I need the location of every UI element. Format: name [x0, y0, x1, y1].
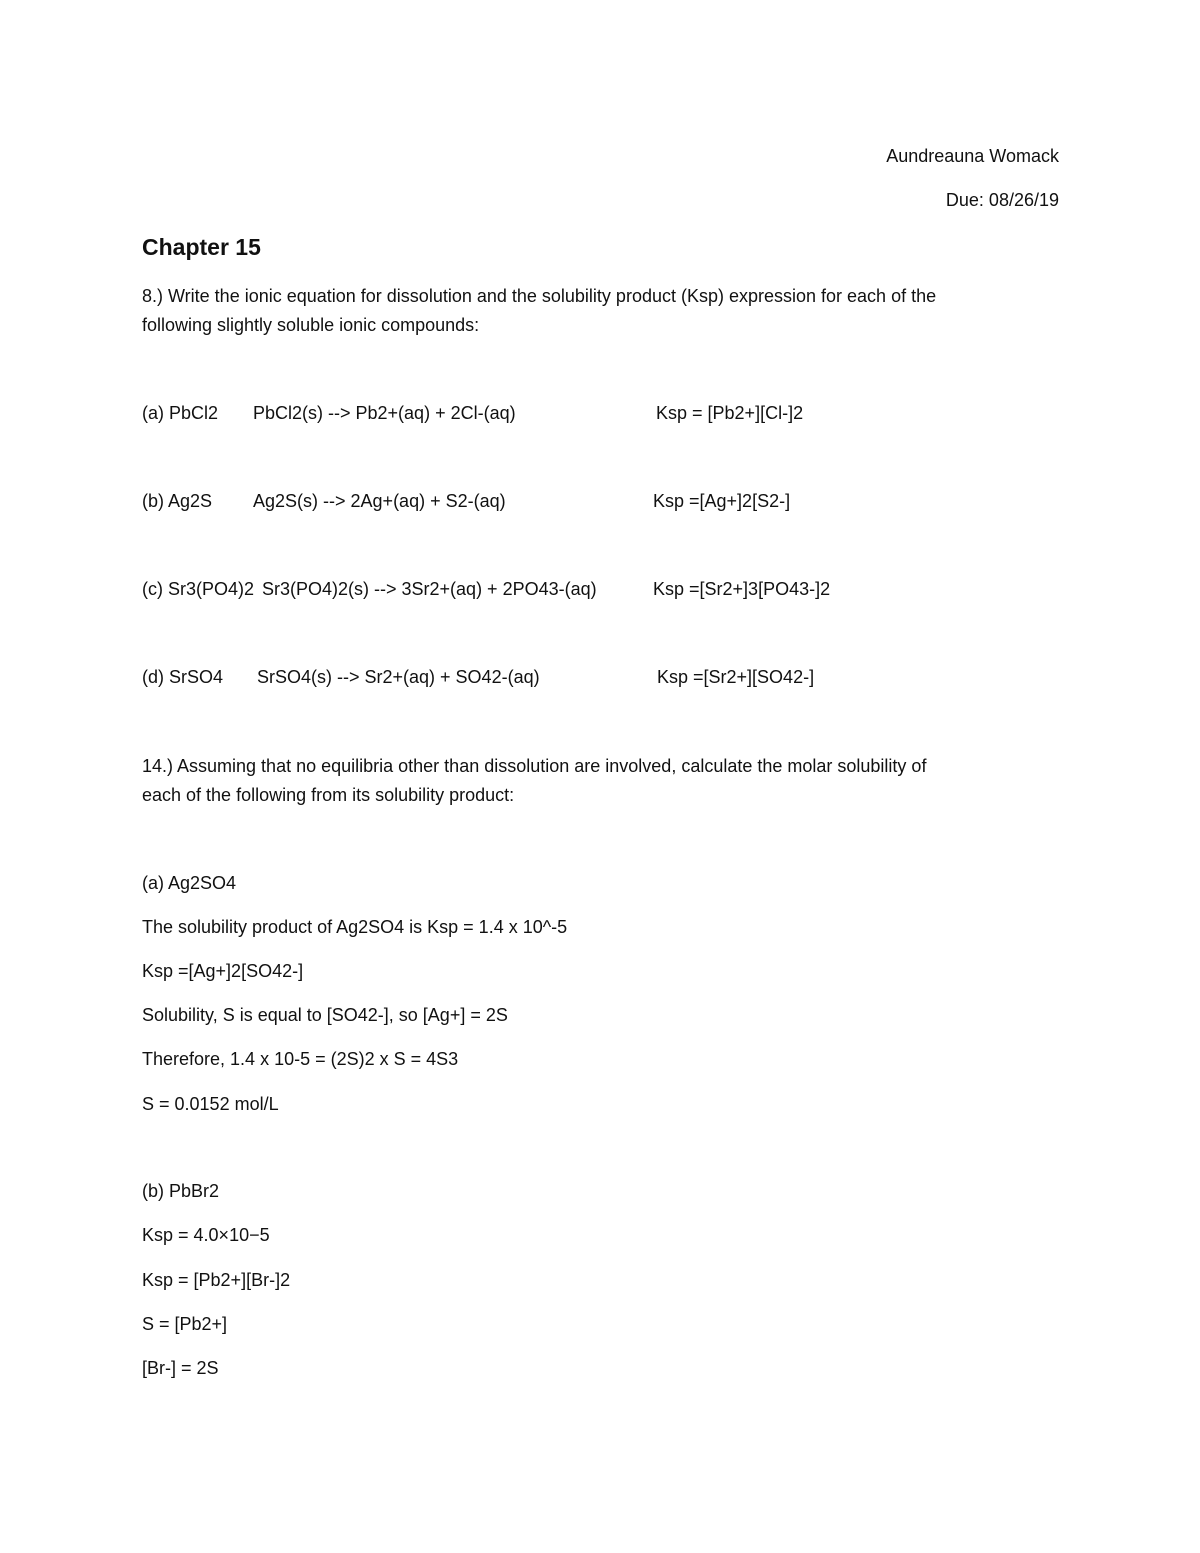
q14-part-b-line: Ksp = [Pb2+][Br-]2	[142, 1270, 291, 1290]
q14-part-b-line: Ksp = 4.0×10−5	[142, 1225, 270, 1245]
q8-prompt-line1: 8.) Write the ionic equation for dissolution and the solubility product (Ksp) expression for each of the	[142, 286, 937, 306]
author-name: Aundreauna Womack	[886, 146, 1059, 166]
q8-item-equation: Ag2S(s) --> 2Ag+(aq) + S2-(aq)	[253, 491, 506, 511]
q8-item-ksp: Ksp =[Sr2+]3[PO43-]2	[653, 579, 831, 599]
q8-item-label: (d) SrSO4	[142, 667, 224, 687]
q8-prompt-line2: following slightly soluble ionic compounds:	[142, 315, 480, 335]
q14-part-b-line: S = [Pb2+]	[142, 1314, 228, 1334]
q14-part-a-line: S = 0.0152 mol/L	[142, 1094, 279, 1114]
q14-part-b-line: [Br-] = 2S	[142, 1358, 219, 1378]
q14-part-a-line: Therefore, 1.4 x 10-5 = (2S)2 x S = 4S3	[142, 1049, 459, 1069]
q14-part-a-line: Ksp =[Ag+]2[SO42-]	[142, 961, 304, 981]
q8-item-ksp: Ksp =[Ag+]2[S2-]	[653, 491, 791, 511]
q8-item-label: (c) Sr3(PO4)2	[142, 579, 255, 599]
q14-prompt-line2: each of the following from its solubility product:	[142, 785, 515, 805]
due-date: Due: 08/26/19	[945, 190, 1059, 210]
q14-part-a-line: The solubility product of Ag2SO4 is Ksp = 1.4 x 10^-5	[142, 917, 568, 937]
q14-part-a-label: (a) Ag2SO4	[142, 873, 237, 893]
q8-item-equation: PbCl2(s) --> Pb2+(aq) + 2Cl-(aq)	[253, 403, 516, 423]
q8-item-label: (b) Ag2S	[142, 491, 213, 511]
q14-prompt-line1: 14.) Assuming that no equilibria other than dissolution are involved, calculate the molar solubility of	[142, 756, 927, 776]
q8-item-label: (a) PbCl2	[142, 403, 219, 423]
q8-item-ksp: Ksp =[Sr2+][SO42-]	[657, 667, 815, 687]
q8-item-equation: SrSO4(s) --> Sr2+(aq) + SO42-(aq)	[257, 667, 540, 687]
q8-item-ksp: Ksp = [Pb2+][Cl-]2	[656, 403, 804, 423]
chapter-title: Chapter 15	[142, 234, 261, 260]
q14-part-b-label: (b) PbBr2	[142, 1181, 220, 1201]
q14-part-a-line: Solubility, S is equal to [SO42-], so [Ag+] = 2S	[142, 1005, 508, 1025]
q8-item-equation: Sr3(PO4)2(s) --> 3Sr2+(aq) + 2PO43-(aq)	[262, 579, 597, 599]
